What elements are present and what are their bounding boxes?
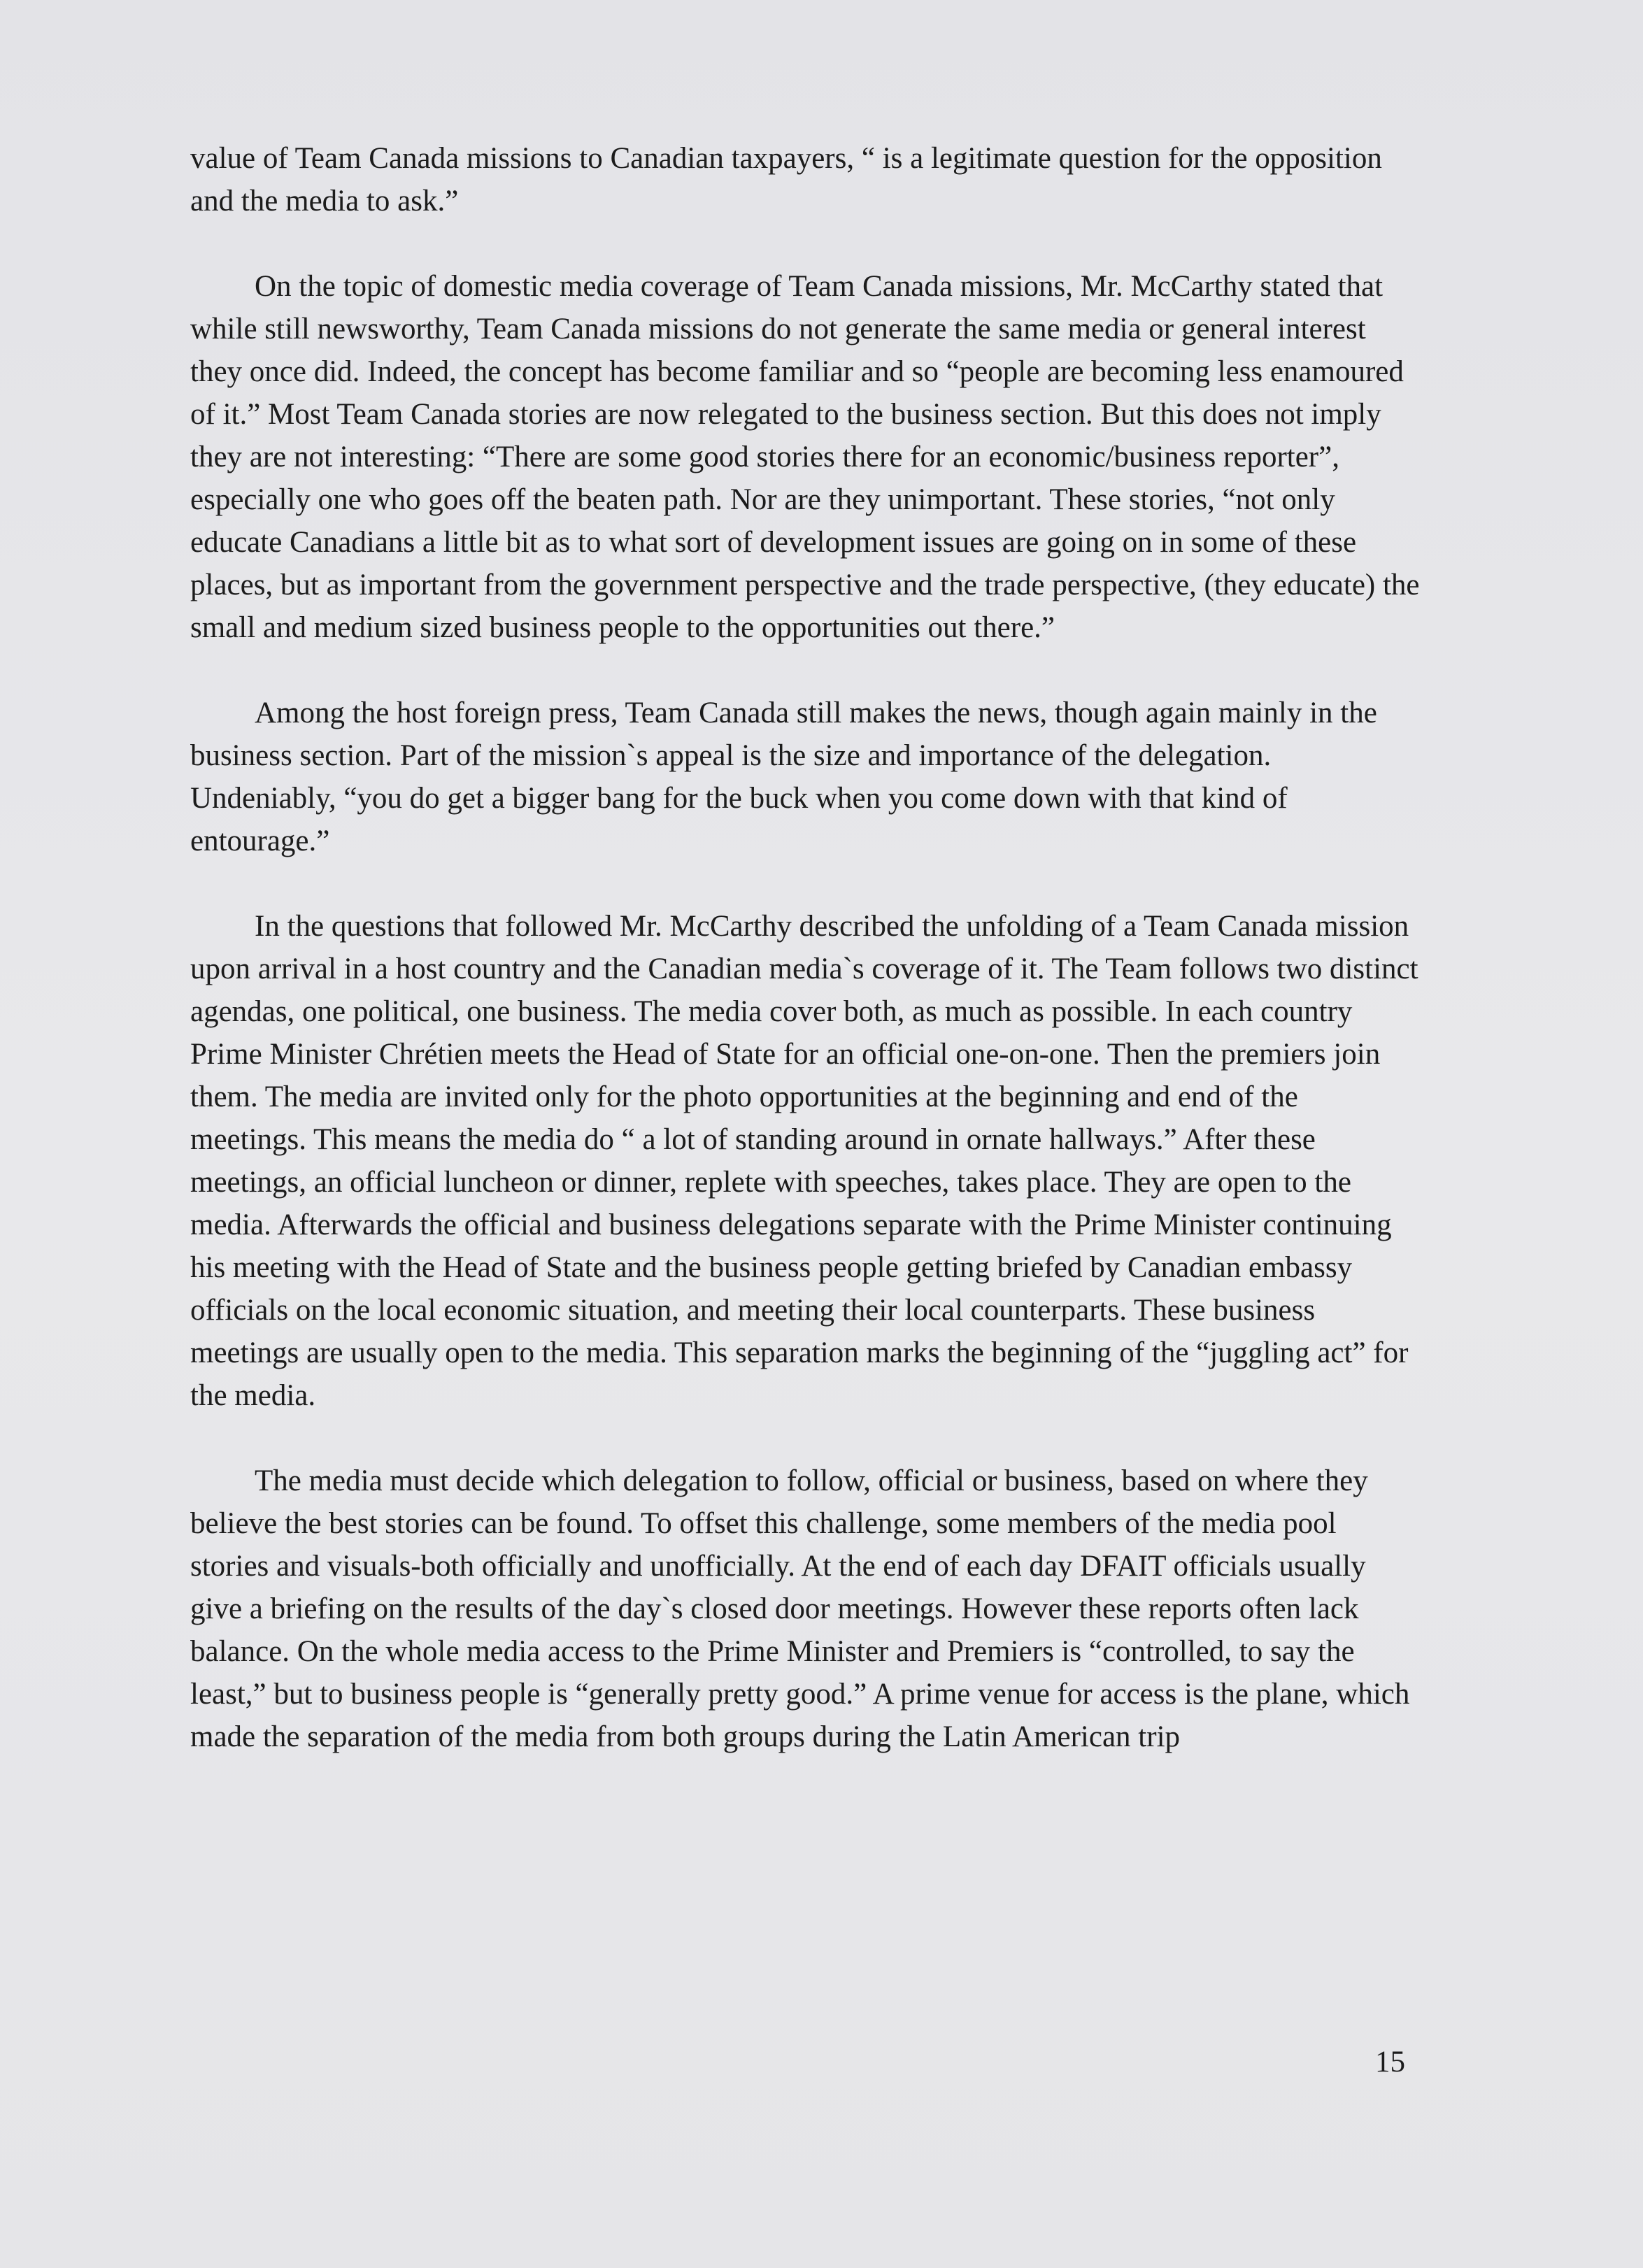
paragraph-foreign-press: Among the host foreign press, Team Canada still makes the news, though again mainly in the business section. Part of the mission`s appeal is the size and importance of the delegation. Undeniably, “you do get a bigger bang for the buck when you come down with that kind of entourage.” [190,697,1377,857]
body-text [190,137,1421,1801]
page-number: 15 [1375,2046,1405,2078]
paragraph-mission-unfolding: In the questions that followed Mr. McCarthy described the unfolding of a Team Canada mission upon arrival in a host country and the Canadian media`s coverage of it. The Team follows two distinct agendas, one political, one business. The media cover both, as much as possible. In each country Prime Minister Chrétien meets the Head of State for an official one-on-one. Then the premiers join them. The media are invited only for the photo opportunities at the beginning and end of the meetings. This means the media do “ a lot of standing around in ornate hallways.” After these meetings, an official luncheon or dinner, replete with speeches, takes place. They are open to the media. Afterwards the official and business delegations separate with the Prime Minister continuing his meeting with the Head of State and the business people getting briefed by Canadian embassy officials on the local economic situation, and meeting their local counterparts. These business meetings are usually open to the media. This separation marks the beginning of the “juggling act” for the media. [190,910,1418,1412]
paragraph-domestic-media: On the topic of domestic media coverage of Team Canada missions, Mr. McCarthy stated that while still newsworthy, Team Canada missions do not generate the same media or general interest they once did. Indeed, the concept has become familiar and so “people are becoming less enamoured of it.” Most Team Canada stories are now relegated to the business section. But this does not imply they are not interesting: “There are some good stories there for an economic/business reporter”, especially one who goes off the beaten path. Nor are they unimportant. These stories, “not only educate Canadians a little bit as to what sort of development issues are going on in some of these places, but as important from the government perspective and the trade perspective, (they educate) the small and medium sized business people to the opportunities out there.” [190,270,1420,644]
paragraph-media-decision: The media must decide which delegation to follow, official or business, based on where they believe the best stories can be found. To offset this challenge, some members of the media pool stories and visuals-both officially and unofficially. At the end of each day DFAIT officials usually give a briefing on the results of the day`s closed door meetings. However these reports often lack balance. On the whole media access to the Prime Minister and Premiers is “controlled, to say the least,” but to business people is “generally pretty good.” A prime venue for access is the plane, which made the separation of the media from both groups during the Latin American trip [190,1464,1410,1753]
paragraph-continuation: value of Team Canada missions to Canadian taxpayers, “ is a legitimate question for the opposition and the media to ask.” [190,142,1382,217]
